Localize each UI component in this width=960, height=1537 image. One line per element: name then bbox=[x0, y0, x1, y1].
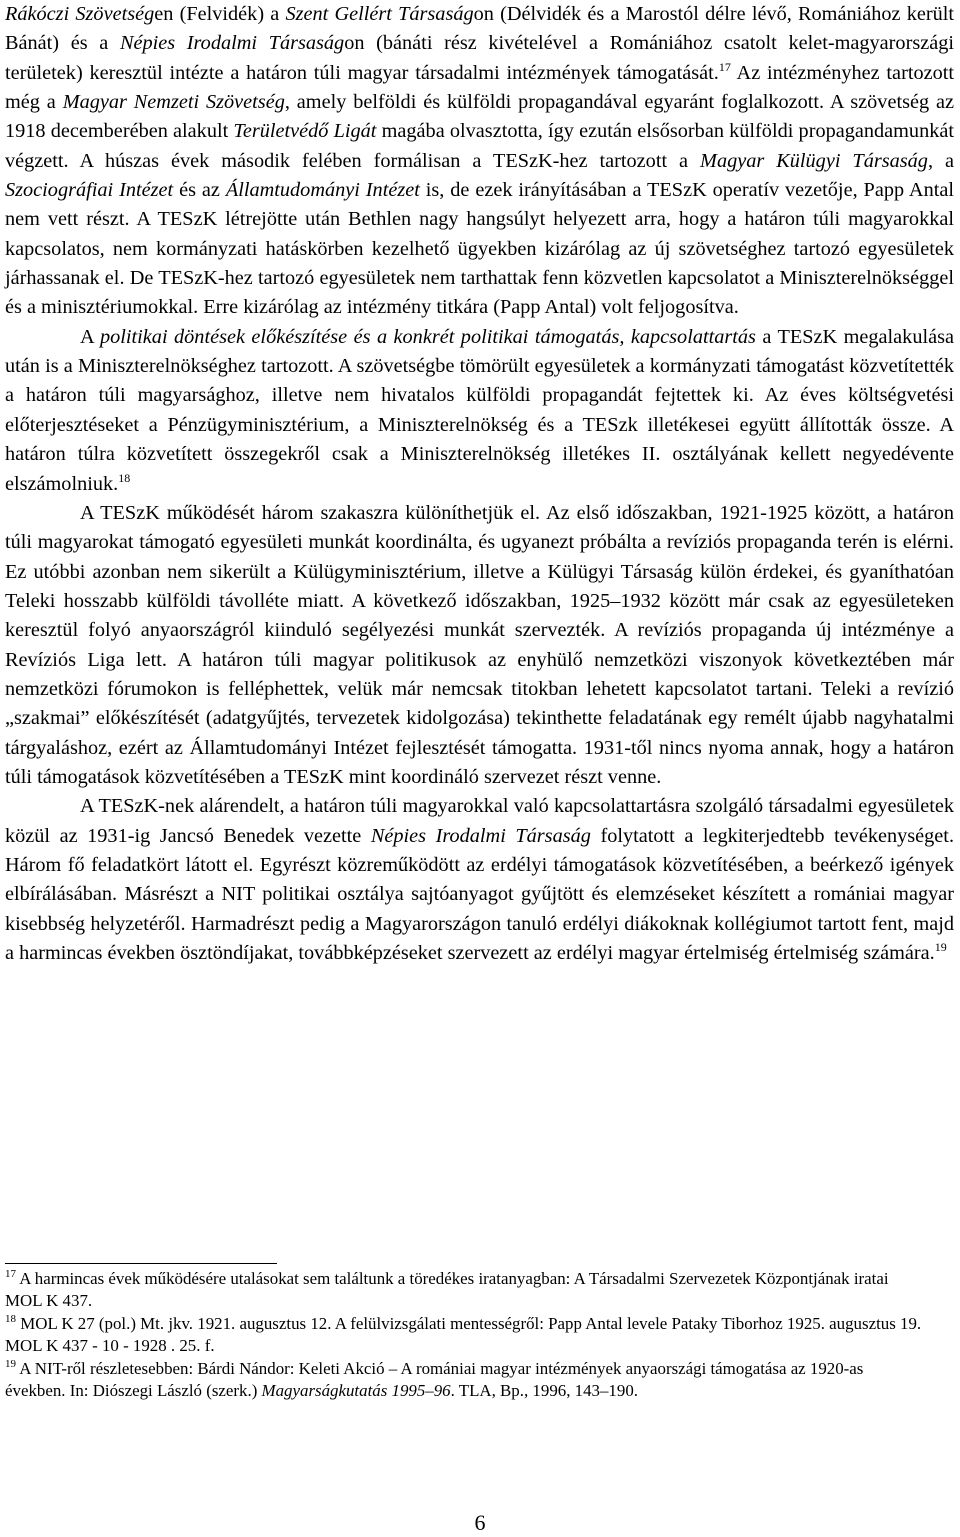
italic-text: Államtudományi Intézet bbox=[225, 179, 420, 202]
text-run: magába olvasztotta, így ezután elsősorban külföldi propagandamunkát végzett. A húszas évek második felében formálisan a TESzK-hez tartozott a bbox=[5, 120, 954, 172]
italic-text: Területvédő Ligát bbox=[233, 120, 377, 143]
italic-text: Népies Irodalmi Társaság bbox=[119, 32, 345, 55]
paragraph bbox=[5, 323, 954, 499]
text-run: MOL K 27 (pol.) Mt. jkv. 1921. augusztus 12. A felülvizsgálati mentességről: Papp Antal levele Pataky Tiborhoz 1925. augusztus 19. MOL K 437 - 10 - 1928 . 25. f. bbox=[5, 1313, 922, 1356]
italic-text: Magyarságkutatás 1995–96 bbox=[261, 1381, 451, 1401]
footnote-number: 18 bbox=[5, 1312, 16, 1325]
text-run: on (bánáti rész kivételével a Romániához csatolt kelet-magyarországi területek) keresztül intézte a határon túli magyar társadalmi intézmények támogatását. bbox=[5, 32, 955, 84]
italic-text: Magyar Külügyi Társaság bbox=[700, 149, 928, 172]
body-text bbox=[5, 0, 954, 968]
footnote-ref: 18 bbox=[118, 470, 131, 485]
italic-text: Szent Gellért Társaság bbox=[285, 3, 474, 25]
text-run: folytatott a legkiterjedtebb tevékenységet. Három fő feladatkört látott el. Egyrészt közreműködött az erdélyi támogatások közvetítésében, a beérkező igények elbírálásában. Másrészt a NIT politikai osztálya sajtóanyagot gyűjtött és elemzéseket készített a romániai magyar kisebbség helyzetéről. Harmadrészt pedig a Magyarországon tanuló erdélyi diákoknak kollégiumot tartott fent, majd a harmincas években ösztöndíjakat, továbbképzéseket szervezett az erdélyi magyar értelmiség értelmiség számára. bbox=[5, 824, 955, 964]
text-run: a TESzK megalakulása után is a Miniszterelnökséghez tartozott. A szövetségbe tömörült egyesületek a kormányzati támogatást közvetítették a határon túli magyarsághoz, illetve nem hivatalos külföldi propagandát fejtettek ki. Az éves költségvetési előterjesztéseket a Pénzügyminisztérium, a Miniszterelnökség és a TESzk illetékesei együtt állították össze. A határon túlra közvetített összegekről csak a Miniszterelnökség illetékes II. osztályának kellett negyedévente elszámolniuk. bbox=[5, 325, 954, 495]
paragraph bbox=[5, 499, 954, 792]
text-run: , amely belföldi és külföldi propagandával egyaránt foglalkozott. A szövetség az 1918 decemberében alakult bbox=[5, 91, 954, 143]
footnote-separator bbox=[5, 1263, 277, 1264]
footnotes bbox=[5, 1268, 925, 1402]
text-run: , a bbox=[927, 149, 954, 172]
text-run: is, de ezek irányításában a TESzK operatív vezetője, Papp Antal nem vett részt. A TESzK létrejötte után Bethlen nagy hangsúlyt helyezett arra, hogy a határon túli magyarokkal kapcsolatos, nem kormányzati hatáskörben kezelhető ügyekben kizárólag az új szövetséghez tartozó egyesületek járhassanak el. De TESzK-hez tartozó egyesületek nem tarthattak fenn közvetlen kapcsolatot a Miniszterelnökséggel és a minisztériumokkal. Erre kizárólag az intézmény titkára (Papp Antal) volt feljogosítva. bbox=[5, 179, 954, 319]
text-run: A TESzK-nek alárendelt, a határon túli magyarokkal való kapcsolattartásra szolgáló társadalmi egyesületek közül az 1931-ig Jancsó Benedek vezette bbox=[5, 795, 954, 847]
page-number: 6 bbox=[474, 1510, 486, 1535]
text-run: és az bbox=[173, 179, 226, 202]
text-run: A TESzK működését három szakaszra különíthetjük el. Az első időszakban, 1921-1925 között, a határon túli magyarokat támogató egyesületi munkát koordinálta, és ugyanezt próbálta a revíziós propaganda terén is elérni. Ez utóbbi azonban nem sikerült a Külügyminisztérium, illetve a Külügyi Társaság külön érdekei, és gyaníthatóan Teleki hosszabb külföldi távolléte miatt. A következő időszakban, 1925–1932 között már csak az egyesületeken keresztül folyó anyaországról kiinduló segélyezési munkát szervezték. A revíziós propaganda új intézménye a Revíziós Liga lett. A határon túli magyar politikusok az enyhülő nemzetközi viszonyok következtében már nemzetközi fórumokon is felléphettek, velük már nemcsak titokban lehetett kapcsolatot tartani. Teleki a revízió „szakmai” előkészítését (adatgyűjtés, tervezetek kidolgozása) tekinthette feladatának egy remélt újabb nagyhatalmi tárgyaláshoz, ezért az Államtudományi Intézet fejlesztését támogatta. 1931-től nincs nyoma annak, hogy a határon túli támogatások közvetítésében a TESzK mint koordináló szervezet részt venne. bbox=[5, 501, 954, 788]
text-run: en (Felvidék) a bbox=[154, 3, 286, 25]
document-page bbox=[5, 0, 954, 968]
italic-text: Népies Irodalmi Társaság bbox=[370, 824, 591, 847]
footnote bbox=[5, 1268, 925, 1313]
text-run: on (Délvidék és a Marostól délre lévő, Romániához került Bánát) és a bbox=[5, 3, 954, 55]
italic-text: Szociográfiai Intézet bbox=[5, 179, 174, 202]
italic-text: Magyar Nemzeti Szövetség bbox=[62, 91, 285, 114]
footnote-ref: 19 bbox=[934, 940, 947, 954]
text-run: A harmincas évek működésére utalásokat sem találtunk a töredékes iratanyagban: A Társadalmi Szervezetek Központjának iratai MOL K 437. bbox=[5, 1269, 889, 1311]
footnote bbox=[5, 1358, 925, 1403]
text-run: . TLA, Bp., 1996, 143–190. bbox=[450, 1381, 638, 1401]
footnote-number: 19 bbox=[5, 1357, 16, 1370]
footnote-number: 17 bbox=[5, 1268, 16, 1280]
text-run: A bbox=[80, 325, 100, 348]
text-run: Az intézményhez tartozott még a bbox=[5, 61, 955, 114]
paragraph bbox=[5, 0, 954, 323]
footnote bbox=[5, 1313, 925, 1358]
text-run: A NIT-ről részletesebben: Bárdi Nándor: Keleti Akció – A romániai magyar intézmények anyaországi támogatása az 1920-as években. In: Diószegi László (szerk.) bbox=[5, 1358, 864, 1401]
italic-text: Rákóczi Szövetség bbox=[5, 3, 155, 25]
paragraph bbox=[5, 792, 954, 968]
footnote-ref: 17 bbox=[718, 59, 731, 74]
italic-text: politikai döntések előkészítése és a konkrét politikai támogatás, kapcsolattartás bbox=[99, 325, 756, 348]
